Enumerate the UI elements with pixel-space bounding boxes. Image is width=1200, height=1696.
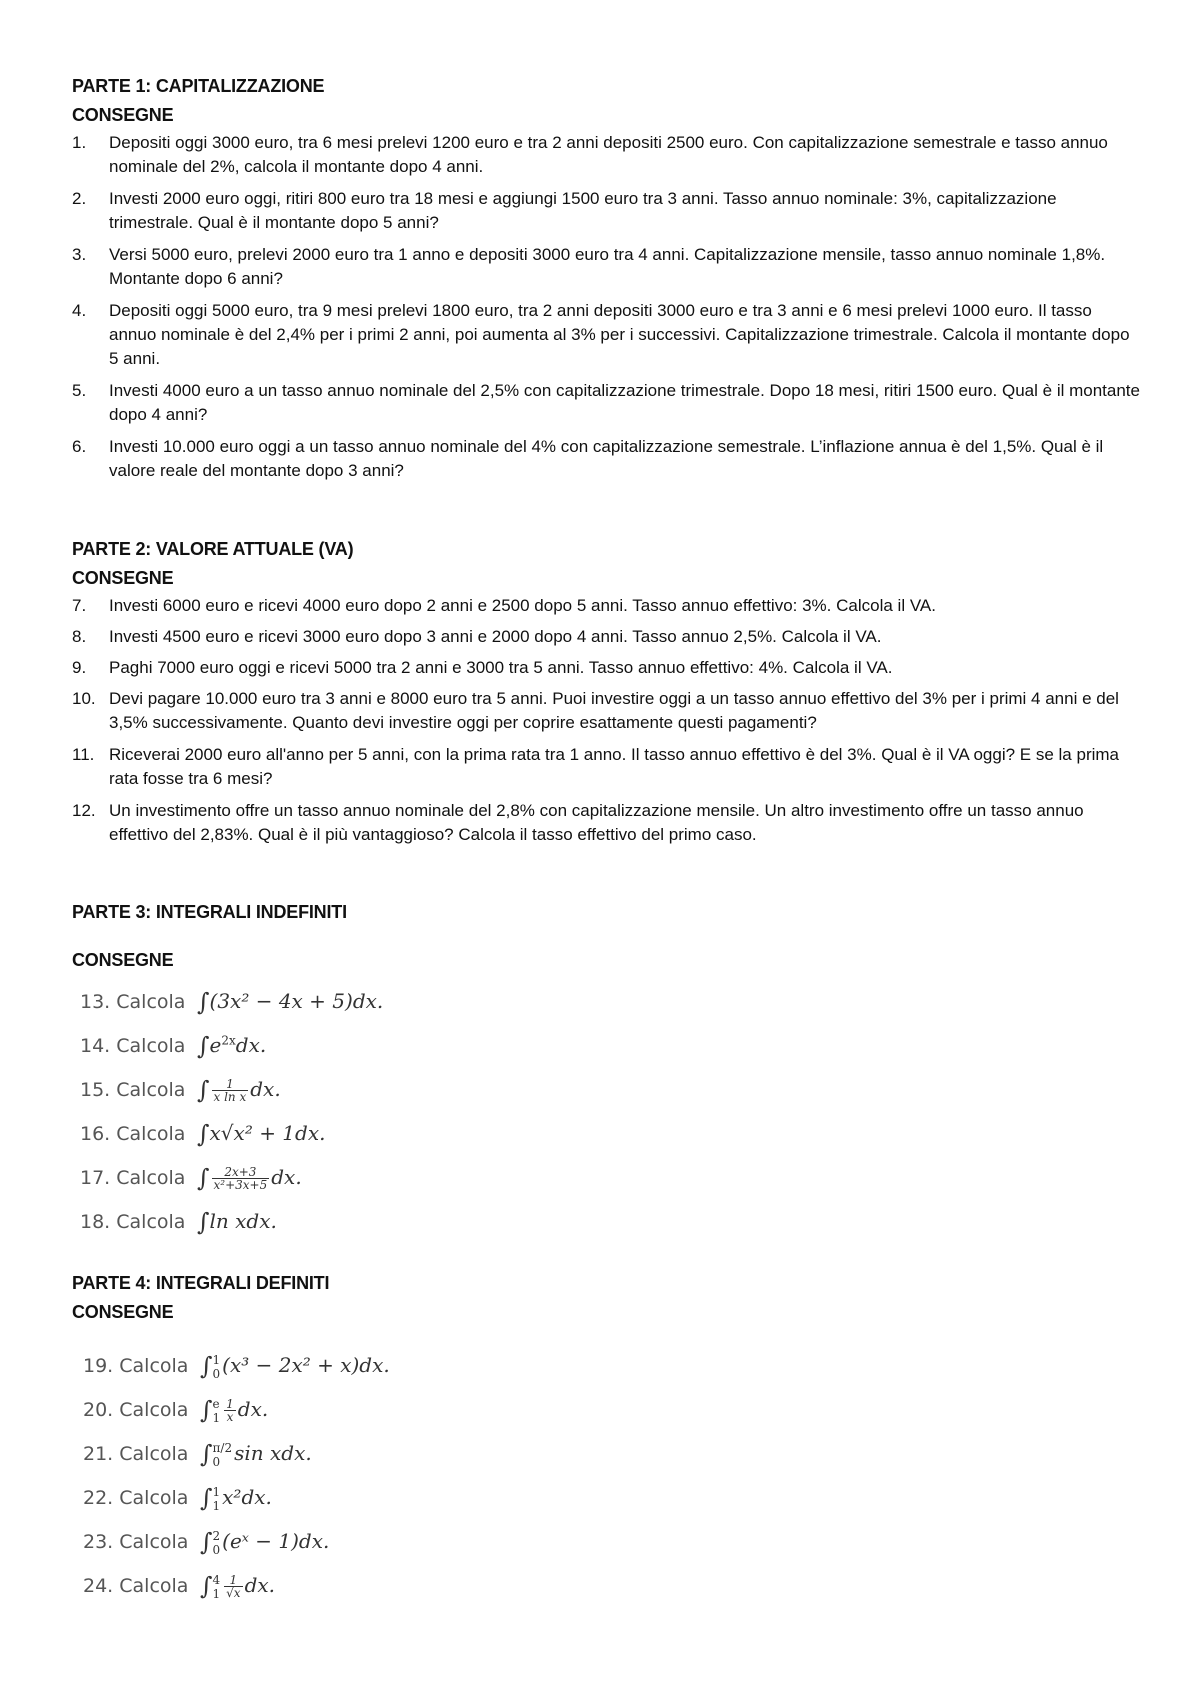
list-item [80,1030,266,1058]
list-item [80,1074,281,1103]
item-label: 14. Calcola [80,1035,186,1057]
integral-sign: ∫ [200,1484,213,1512]
list-item [72,379,1142,427]
integrand-base: e [209,1033,222,1057]
math-expression [197,1032,267,1060]
integrand-differential: dx. [271,1165,302,1189]
item-text: Investi 2000 euro oggi, ritiri 800 euro tra 18 mesi e aggiungi 1500 euro tra 3 anni. Tasso annuo nominale: 3%, capitalizzazione trimestrale. Qual è il montante dopo 5 anni? [109,189,1057,232]
item-text: Depositi oggi 5000 euro, tra 9 mesi prelevi 1800 euro, tra 2 anni depositi 3000 euro e tra 3 anni e 6 mesi prelevi 1000 euro. Il tasso annuo nominale è del 2,4% per i primi 2 anni, poi aumenta al 3% per i successivi. Capitalizzazione trimestrale. Calcola il montante dopo 5 anni. [109,301,1130,368]
integral-limits [213,1397,221,1425]
item-number: 10. [72,689,96,708]
item-text: Investi 4500 euro e ricevi 3000 euro dopo 3 anni e 2000 dopo 4 anni. Tasso annuo 2,5%. Calcola il VA. [109,627,882,646]
item-number: 11. [72,745,95,764]
item-number: 5. [72,381,87,400]
fraction-denominator: √x [226,1586,241,1600]
math-expression [200,1572,276,1601]
parte4-consegne: CONSEGNE [72,1302,174,1322]
parte2-consegne: CONSEGNE [72,568,174,588]
integral-limits [213,1353,221,1381]
parte1-title: PARTE 1: CAPITALIZZAZIONE [72,76,325,96]
upper-limit: 1 [212,1484,221,1499]
integrand: x√x² + 1dx. [209,1121,326,1145]
integrand: ln xdx. [209,1209,277,1233]
item-number: 1. [72,133,87,152]
integrand: sin xdx. [234,1441,312,1465]
fraction [224,1574,242,1599]
list-item [72,243,1142,291]
integral-sign: ∫ [200,1440,213,1468]
item-text: Riceverai 2000 euro all'anno per 5 anni, con la prima rata tra 1 anno. Il tasso annuo effettivo è del 3%. Qual è il VA oggi? E se la prima rata fosse tra 6 mesi? [109,745,1119,788]
item-label: 17. Calcola [80,1167,186,1189]
integral-limits [213,1573,221,1601]
upper-limit: 1 [212,1352,221,1367]
math-expression [197,1164,302,1192]
item-text: Paghi 7000 euro oggi e ricevi 5000 tra 2 anni e 3000 tra 5 anni. Tasso annuo effettivo: 4%. Calcola il VA. [109,658,893,677]
math-expression [197,1120,326,1148]
fraction [224,1398,236,1423]
list-item [83,1394,268,1425]
fraction-numerator: 2x+3 [212,1166,270,1179]
item-label: 21. Calcola [83,1443,189,1465]
lower-limit: 1 [212,1586,221,1601]
integrand: (3x² − 4x + 5)dx. [209,989,384,1013]
item-text: Investi 4000 euro a un tasso annuo nominale del 2,5% con capitalizzazione trimestrale. Dopo 18 mesi, ritiri 1500 euro. Qual è il montante dopo 4 anni? [109,381,1140,424]
integrand-differential: dx. [244,1573,276,1597]
list-item [72,187,1142,235]
item-number: 6. [72,437,87,456]
list-item [80,1206,277,1234]
parte2-list [72,594,1142,847]
list-item [72,435,1142,483]
item-number: 2. [72,189,87,208]
list-item [72,625,1142,649]
list-item [72,656,1142,680]
math-expression [200,1396,269,1425]
math-expression [200,1440,312,1469]
parte1-list [72,131,1142,483]
fraction-numerator: 1 [212,1078,249,1091]
integral-sign: ∫ [197,1032,210,1060]
item-text: Un investimento offre un tasso annuo nominale del 2,8% con capitalizzazione mensile. Un altro investimento offre un tasso annuo effettivo del 2,83%. Qual è il più vantaggioso? Calcola il tasso effettivo del primo caso. [109,801,1084,844]
item-label: 13. Calcola [80,991,186,1013]
list-item [83,1350,390,1381]
fraction-denominator: x ln x [213,1090,247,1104]
parte1-consegne: CONSEGNE [72,105,174,125]
list-item [72,299,1142,371]
integrand-differential: dx. [235,1033,267,1057]
item-number: 4. [72,301,87,320]
integral-limits [213,1529,221,1557]
list-item [72,799,1142,847]
fraction-numerator: 1 [224,1574,242,1587]
list-item [83,1438,312,1469]
item-label: 19. Calcola [83,1355,189,1377]
item-label: 16. Calcola [80,1123,186,1145]
integral-sign: ∫ [200,1572,213,1600]
integral-sign: ∫ [197,1208,210,1236]
item-text: Versi 5000 euro, prelevi 2000 euro tra 1 anno e depositi 3000 euro tra 4 anni. Capitalizzazione mensile, tasso annuo nominale 1,8%. Montante dopo 6 anni? [109,245,1106,288]
math-expression [200,1528,330,1557]
parte4-title: PARTE 4: INTEGRALI DEFINITI [72,1273,330,1293]
integrand-differential: dx. [237,1397,269,1421]
list-item [80,986,383,1014]
integrand-exponent: 2x [221,1033,236,1048]
list-item [72,687,1142,735]
item-number: 12. [72,801,96,820]
item-text: Depositi oggi 3000 euro, tra 6 mesi prelevi 1200 euro e tra 2 anni depositi 2500 euro. Con capitalizzazione semestrale e tasso annuo nominale del 2%, calcola il montante dopo 4 anni. [109,133,1108,176]
integral-sign: ∫ [200,1396,213,1424]
list-item [83,1570,275,1601]
fraction-denominator: x [226,1410,234,1424]
item-number: 8. [72,627,87,646]
integral-sign: ∫ [197,1120,210,1148]
list-item [72,594,1142,618]
item-text: Investi 6000 euro e ricevi 4000 euro dopo 2 anni e 2500 dopo 5 anni. Tasso annuo effettivo: 3%. Calcola il VA. [109,596,936,615]
upper-limit: e [212,1396,220,1411]
integrand: x²dx. [222,1485,272,1509]
fraction [212,1078,249,1103]
upper-limit: π/2 [212,1440,233,1455]
item-label: 18. Calcola [80,1211,186,1233]
fraction-numerator: 1 [226,1397,234,1411]
fraction [212,1166,270,1191]
item-number: 3. [72,245,87,264]
integral-sign: ∫ [197,1076,210,1104]
integral-sign: ∫ [200,1352,213,1380]
item-label: 20. Calcola [83,1399,189,1421]
item-label: 24. Calcola [83,1575,189,1597]
parte3-consegne: CONSEGNE [72,950,174,970]
item-label: 22. Calcola [83,1487,189,1509]
integral-limits [213,1441,233,1469]
lower-limit: 0 [212,1366,221,1381]
item-number: 9. [72,658,87,677]
list-item [83,1526,329,1557]
list-item [80,1118,325,1146]
list-item [72,743,1142,791]
lower-limit: 1 [212,1410,221,1425]
integral-limits [213,1485,221,1513]
item-label: 23. Calcola [83,1531,189,1553]
integrand: (eˣ − 1)dx. [222,1529,330,1553]
parte3-title: PARTE 3: INTEGRALI INDEFINITI [72,902,347,922]
math-expression [197,988,384,1016]
list-item [83,1482,272,1513]
fraction-denominator: x²+3x+5 [213,1178,268,1192]
math-expression [200,1484,272,1513]
parte2-title: PARTE 2: VALORE ATTUALE (VA) [72,539,354,559]
math-expression [200,1352,390,1381]
item-text: Investi 10.000 euro oggi a un tasso annuo nominale del 4% con capitalizzazione semestrale. L’inflazione annua è del 1,5%. Qual è il valore reale del montante dopo 3 anni? [109,437,1104,480]
integral-sign: ∫ [200,1528,213,1556]
item-label: 15. Calcola [80,1079,186,1101]
integral-sign: ∫ [197,988,210,1016]
upper-limit: 2 [212,1528,221,1543]
item-text: Devi pagare 10.000 euro tra 3 anni e 8000 euro tra 5 anni. Puoi investire oggi a un tasso annuo effettivo del 3% per i primi 4 anni e del 3,5% successivamente. Quanto devi investire oggi per coprire esattamente questi pagamenti? [109,689,1119,732]
integrand: (x³ − 2x² + x)dx. [222,1353,390,1377]
lower-limit: 0 [212,1454,221,1469]
upper-limit: 4 [212,1572,221,1587]
math-expression [197,1076,281,1104]
item-number: 7. [72,596,87,615]
math-expression [197,1208,277,1236]
lower-limit: 0 [212,1542,221,1557]
integral-sign: ∫ [197,1164,210,1192]
list-item [80,1162,302,1191]
integrand-differential: dx. [250,1077,281,1101]
lower-limit: 1 [212,1498,221,1513]
list-item [72,131,1142,179]
